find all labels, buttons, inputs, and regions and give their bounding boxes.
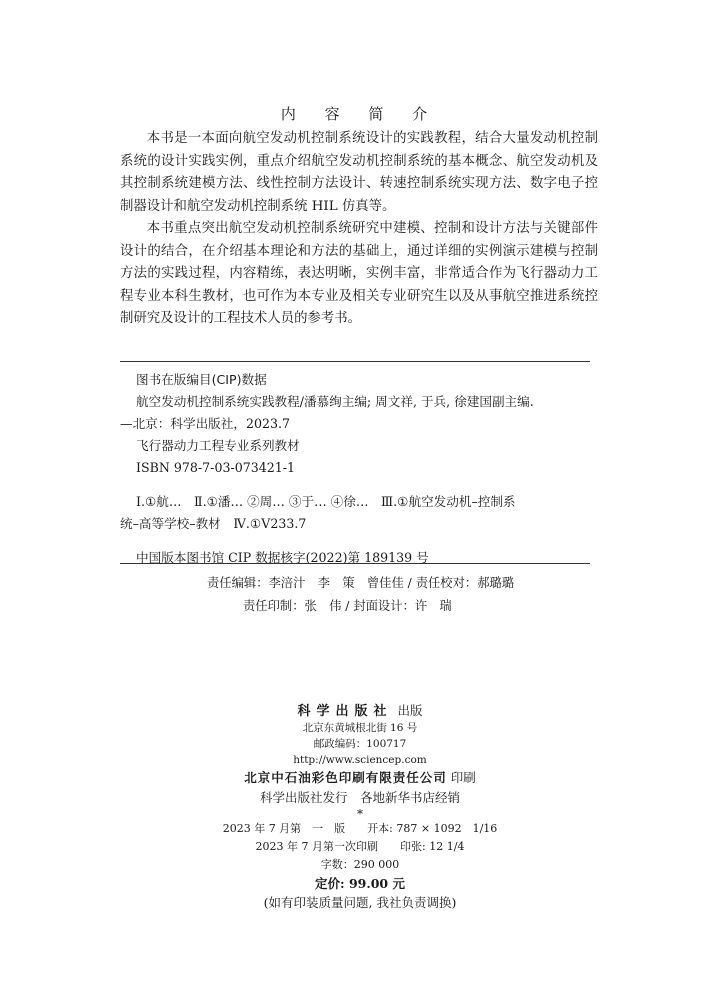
cip-title-line: 航空发动机控制系统实践教程/潘慕绚主编; 周文祥, 于兵, 徐建国副主编. [136, 394, 534, 409]
publisher-website: http://www.sciencep.com [293, 754, 427, 766]
publisher-name: 科学出版社 [297, 704, 393, 719]
editors-line-1: 责任编辑：李涪汁 李 策 曾佳佳 / 责任校对：郝璐璐 [207, 576, 515, 590]
publisher-address: 北京东黄城根北街 16 号 [302, 722, 418, 734]
publisher-postcode: 邮政编码：100717 [313, 738, 407, 750]
separator-star: * [357, 807, 363, 821]
cip-classification-line: Ⅰ.①航… Ⅱ.①潘… ②周… ③于… ④徐… Ⅲ.①航空发动机–控制系 [136, 494, 516, 509]
intro-paragraph-1: 本书是一本面向航空发动机控制系统设计的实践教程，结合大量发动机控制系统的设计实践实例，重点介绍航空发动机控制系统的基本概念、航空发动机及其控制系统建模方法、线性控制方法设计、转速控制系统实现方法、数字电子控制器设计和航空发动机控制系统 HIL 仿真等。 [120, 131, 598, 214]
cip-publisher-line: —北京：科学出版社，2023.7 [120, 416, 291, 431]
printer-name: 北京中石油彩色印刷有限责任公司 [244, 770, 447, 785]
word-count-line: 字数：290 000 [320, 858, 400, 871]
cip-series-line: 飞行器动力工程专业系列教材 [136, 438, 300, 453]
publisher-block [0, 701, 720, 912]
cip-top-rule [120, 361, 590, 362]
editors-block [0, 572, 720, 618]
cip-isbn-line: ISBN 978-7-03-073421-1 [136, 460, 296, 475]
intro-paragraph-2: 本书重点突出航空发动机控制系统研究中建模、控制和设计方法与关键部件设计的结合，在介绍基本理论和方法的基础上，通过详细的实例演示建模与控制方法的实践过程，内容精练，表达明晰，实例丰富，非常适合作为飞行器动力工程专业本科生教材，也可作为本专业及相关专业研究生以及从事航空推进系统控制研究及设计的工程技术人员的参考书。 [120, 221, 598, 326]
cip-spacer [120, 535, 592, 547]
printer-line [0, 768, 720, 788]
publisher-suffix: 出版 [397, 703, 423, 718]
intro-text [120, 128, 598, 331]
publisher-line [0, 701, 720, 720]
quality-note: (如有印装质量问题, 我社负责调换) [263, 895, 457, 910]
cip-block [120, 369, 592, 569]
cip-classification-line-2: 统–高等学校–教材 Ⅳ.①V233.7 [120, 516, 307, 531]
cip-bottom-rule [120, 563, 590, 564]
edition-line: 2023 年 7 月第 一 版 开本: 787 × 1092 1/16 [222, 822, 498, 835]
printing-line: 2023 年 7 月第一次印刷 印张: 12 1/4 [255, 840, 465, 853]
cip-spacer [120, 479, 592, 491]
printer-suffix: 印刷 [450, 770, 476, 785]
price-line: 定价: 99.00 元 [315, 876, 405, 891]
cip-heading: 图书在版编目(CIP)数据 [136, 372, 267, 387]
cip-record-number: 中国版本图书馆 CIP 数据核字(2022)第 189139 号 [136, 550, 429, 565]
editors-line-2: 责任印制：张 伟 / 封面设计：许 瑞 [243, 599, 452, 613]
intro-title: 内 容 简 介 [280, 105, 440, 123]
distribution-line: 科学出版社发行 各地新华书店经销 [259, 790, 460, 805]
